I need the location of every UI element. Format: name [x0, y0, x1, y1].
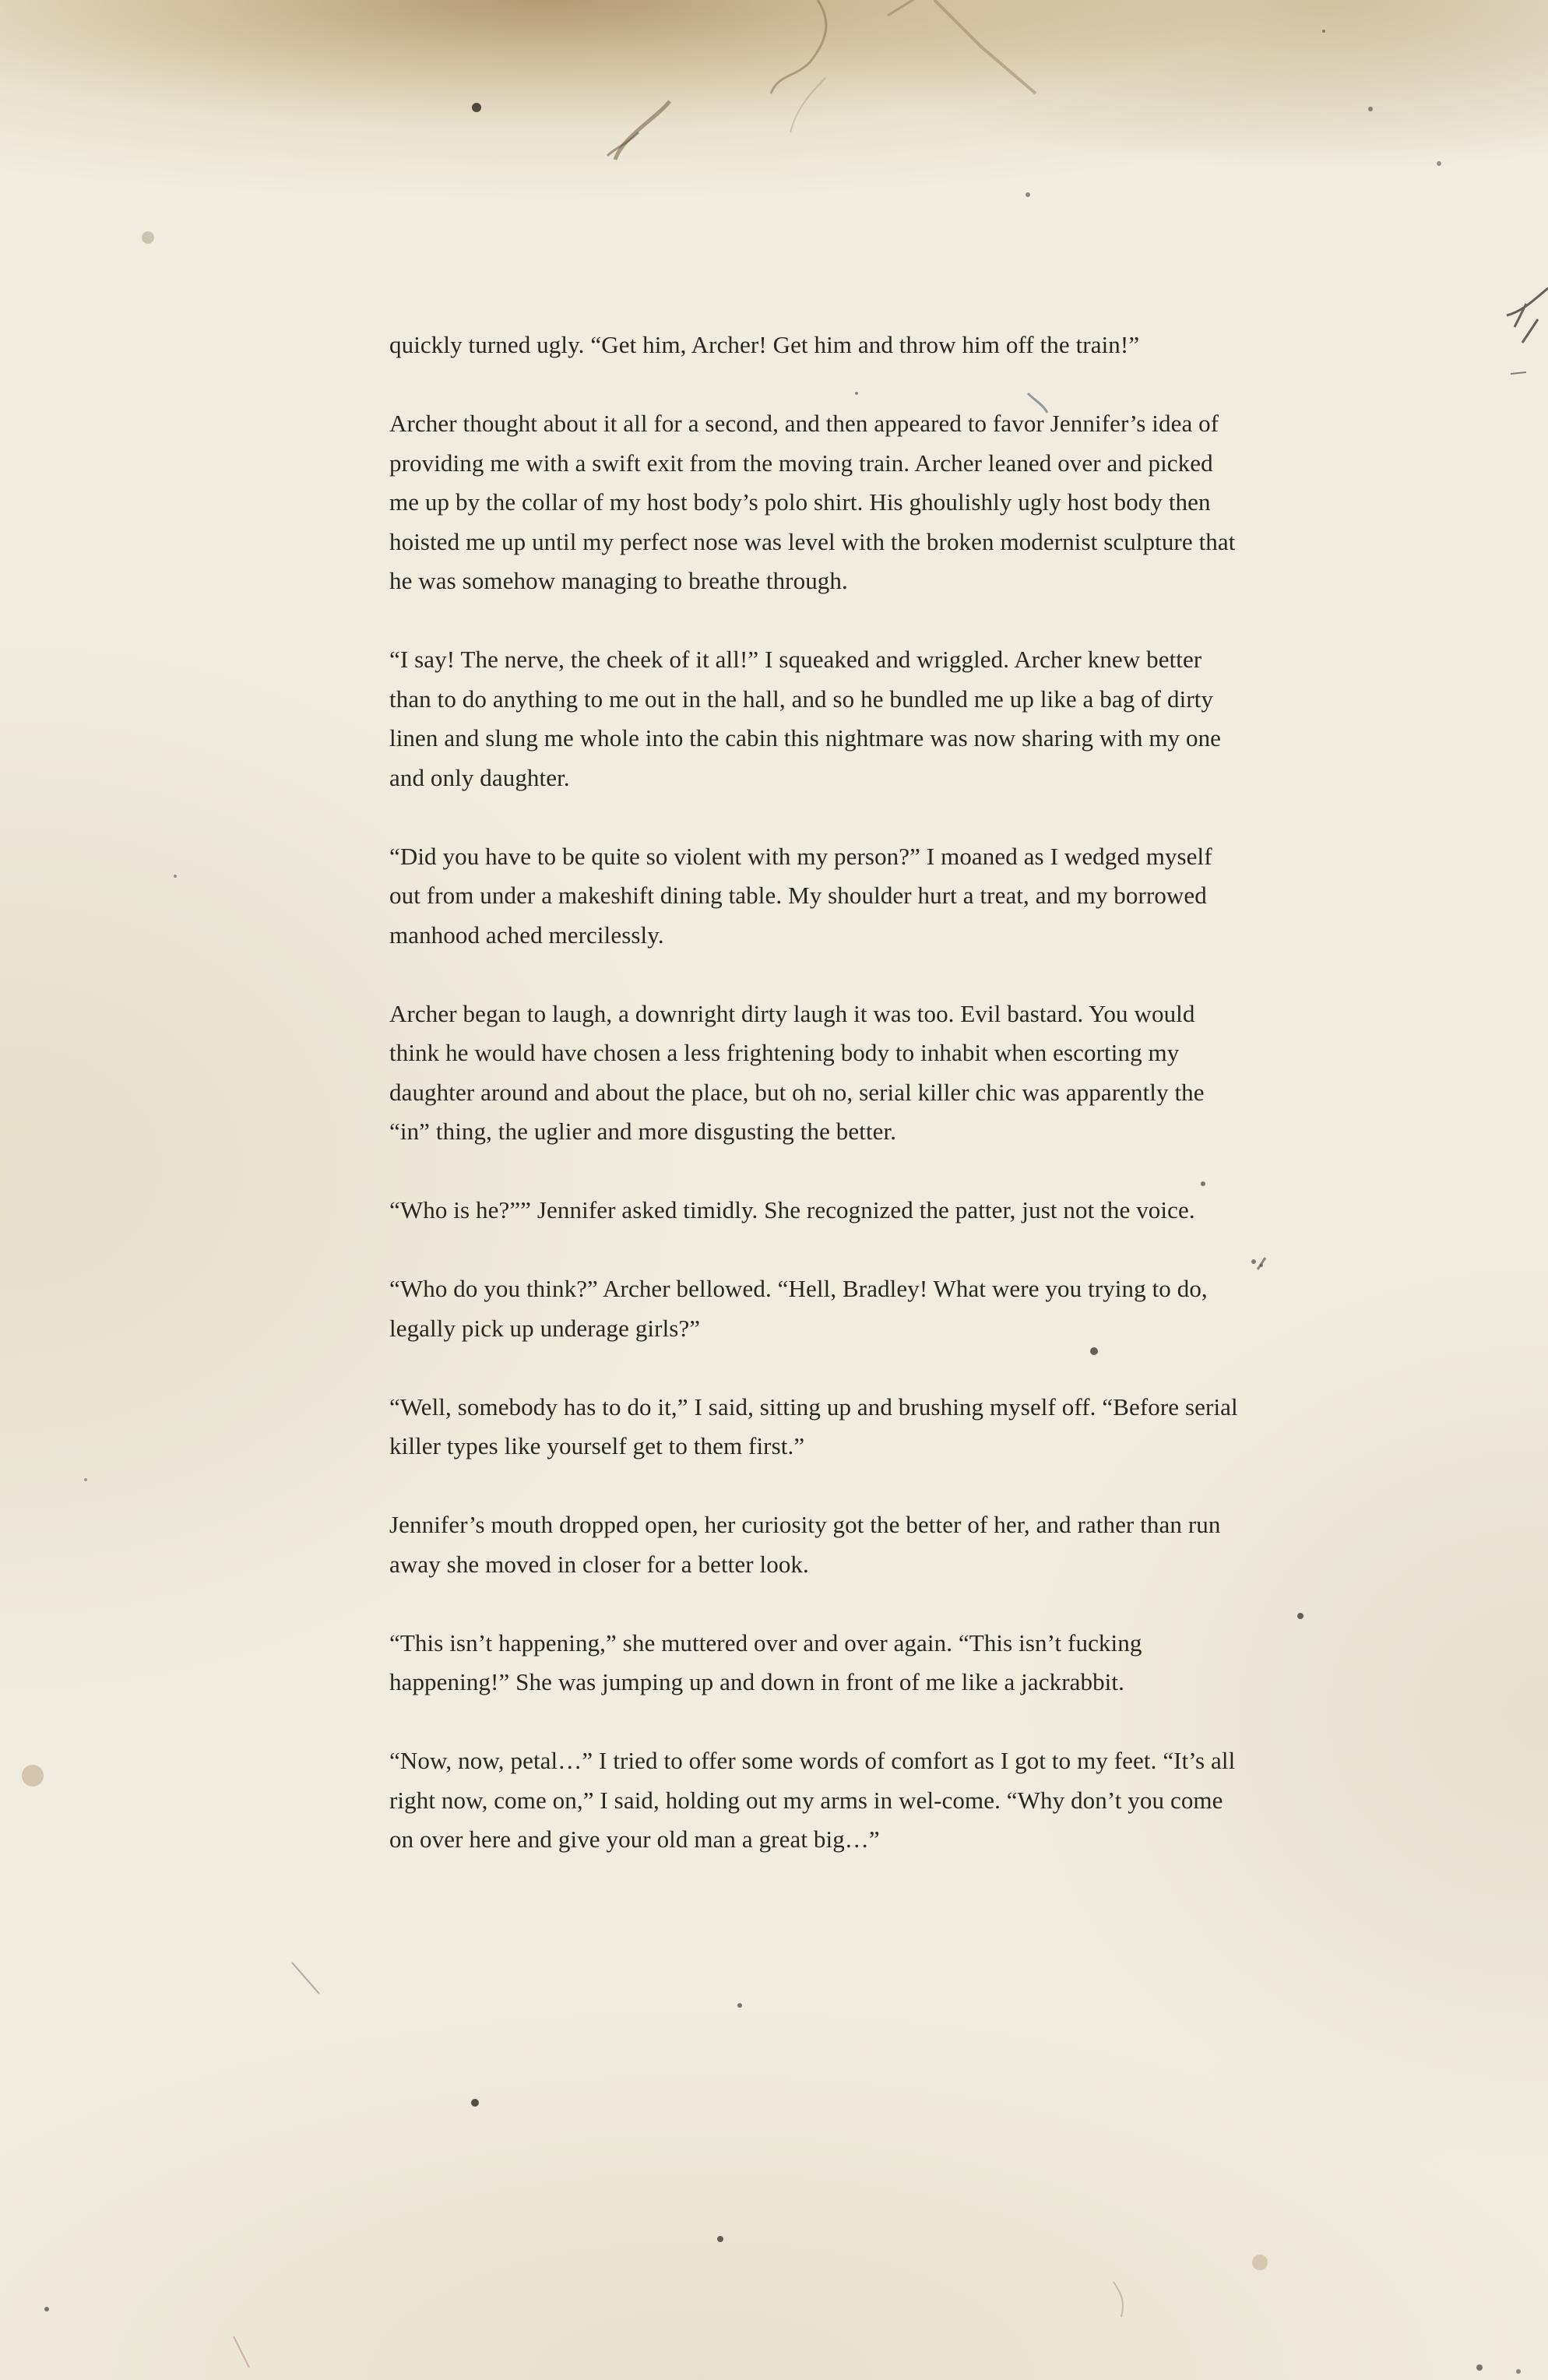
ink-speck [472, 103, 481, 112]
ink-speck [737, 2003, 742, 2008]
crack-mark [1511, 372, 1526, 374]
ink-speck [717, 2236, 723, 2242]
ink-speck [44, 2307, 49, 2311]
crack-mark [1507, 288, 1548, 343]
ink-speck [1297, 1613, 1303, 1619]
ink-speck [1437, 161, 1441, 166]
ink-speck [174, 875, 177, 878]
ink-speck [1322, 30, 1325, 33]
scratch-mark [234, 2336, 249, 2368]
body-text [389, 326, 1238, 1899]
ink-speck [1516, 2369, 1521, 2374]
paragraph: “Well, somebody has to do it,” I said, sitting up and brushing myself off. “Before serial killer types like yourself get to them first.” [389, 1392, 1238, 1459]
rust-stain [1252, 2255, 1268, 2270]
scrape-mark [615, 101, 670, 160]
paragraph: “Did you have to be quite so violent with my person?” I moaned as I wedged myself out from under a makeshift dining table. My shoulder hurt a treat, and my borrowed manhood ached mercilessly. [389, 842, 1212, 949]
paragraph: “Who is he?”” Jennifer asked timidly. She recognized the patter, just not the voice. [389, 1196, 1195, 1223]
rust-stain [22, 1765, 44, 1787]
ink-speck [1476, 2364, 1483, 2371]
paragraph: “Now, now, petal…” I tried to offer some words of comfort as I got to my feet. “It’s all right now, come on,” I said, holding out my arms in wel-come. “Why don’t you come on over here and give your old man a great big…” [389, 1747, 1236, 1853]
paragraph: “I say! The nerve, the cheek of it all!” I squeaked and wriggled. Archer knew better than to do anything to me out in the hall, and so he bundled me up like a bag of dirty linen and slung me whole into the cabin this nightmare was now sharing with my one and only daughter. [389, 646, 1222, 791]
paragraph: Archer thought about it all for a second, and then appeared to favor Jennifer’s idea of providing me with a swift exit from the moving train. Archer leaned over and picked me up by the collar of my host body’s polo shirt. His ghoulishly ugly host body then hoisted me up until my perfect nose was level with the broken modernist sculpture that he was somehow managing to breathe through. [389, 410, 1236, 594]
paragraph: “This isn’t happening,” she muttered over and over again. “This isn’t fucking happening!” She was jumping up and down in front of me like a jackrabbit. [389, 1628, 1142, 1695]
paragraph: quickly turned ugly. “Get him, Archer! Get him and throw him off the train!” [389, 331, 1140, 358]
rust-stain [142, 231, 154, 244]
paragraph: “Who do you think?” Archer bellowed. “Hell, Bradley! What were you trying to do, legally pick up underage girls?” [389, 1275, 1208, 1342]
scrape-mark [934, 0, 1036, 93]
scrape-mark [888, 0, 919, 16]
scrape-mark [790, 78, 825, 132]
ink-speck [84, 1478, 87, 1481]
scratch-mark [292, 1963, 319, 1994]
paragraph: Archer began to laugh, a downright dirty laugh it was too. Evil bastard. You would think he would have chosen a less frightening body to inhabit when escorting my daughter around and about the place, but oh no, serial killer chic was apparently the “in” thing, the uglier and more disgusting the better. [389, 999, 1205, 1145]
ink-speck [1251, 1259, 1256, 1264]
scrape-mark [607, 132, 639, 156]
paragraph: Jennifer’s mouth dropped open, her curiosity got the better of her, and rather than run away she moved in closer for a better look. [389, 1511, 1221, 1578]
ink-speck [471, 2099, 479, 2107]
ink-speck [1026, 192, 1030, 197]
ink-speck [1368, 107, 1373, 111]
scrape-mark [771, 0, 826, 93]
scratch-mark [1258, 1258, 1265, 1269]
ink-speck [1260, 1264, 1263, 1267]
scratch-mark [1114, 2282, 1123, 2317]
